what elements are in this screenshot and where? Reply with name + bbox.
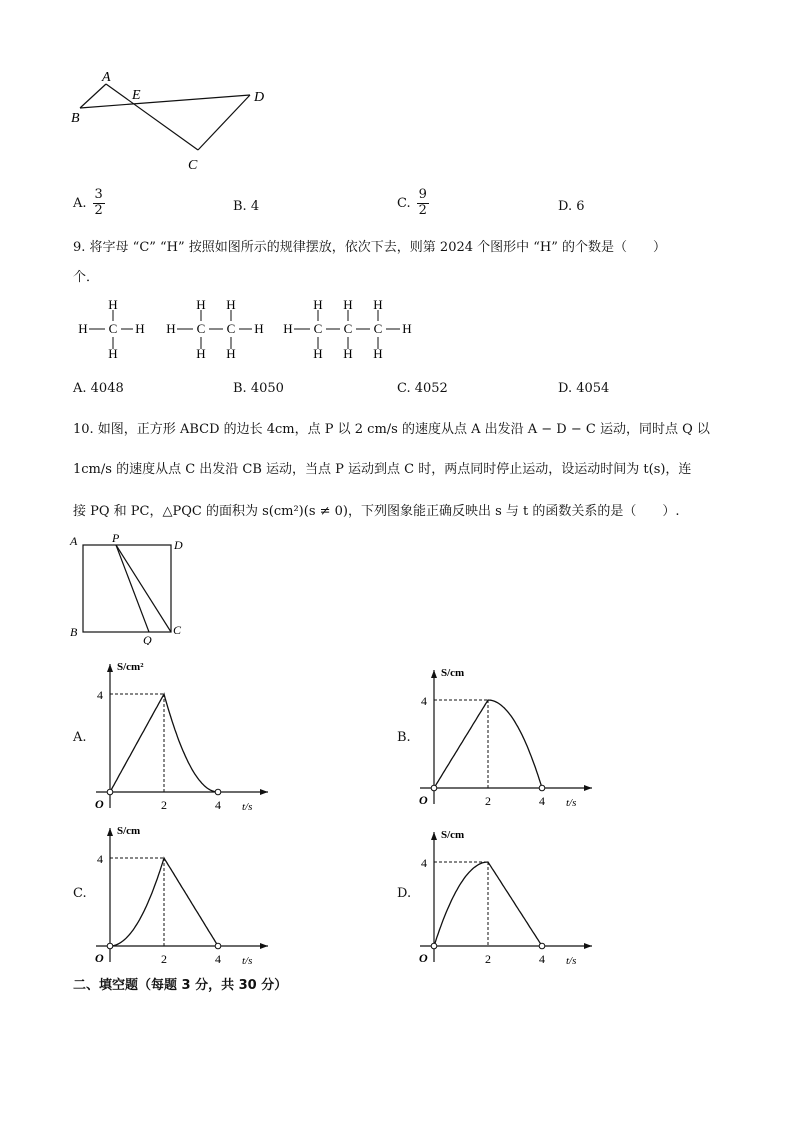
q8-option-c[interactable]: [397, 188, 429, 219]
y-axis-arrow: [431, 832, 437, 840]
graph-option-c-letter[interactable]: C.: [73, 886, 87, 901]
option-letter: D.: [558, 199, 573, 214]
atom-h: H: [78, 321, 88, 336]
graph-option-d[interactable]: [412, 822, 612, 968]
atom-h: H: [135, 321, 145, 336]
x-axis-label: t/s: [566, 797, 577, 809]
q9-option-c[interactable]: C. 4052: [397, 381, 448, 396]
q10-stem-line2: 1cm/s 的速度从点 C 出发沿 CB 运动，当点 P 运动到点 C 时，两点同时停止运动，设运动时间为 t(s)，连: [73, 462, 692, 477]
atom-h: H: [196, 297, 206, 312]
x-axis-label: t/s: [242, 801, 253, 813]
atom-h: H: [108, 297, 118, 312]
x-tick-label: 4: [539, 952, 545, 966]
x-tick-label: 4: [215, 798, 221, 812]
open-point-end: [539, 785, 545, 791]
q10-stem-line3: 接 PQ 和 PC，△PQC 的面积为 s(cm²)(s ≠ 0)，下列图象能正确反映出 s 与 t 的函数关系的是（ ）.: [73, 504, 680, 519]
open-point-end: [539, 943, 545, 949]
square-label-c: C: [173, 623, 182, 637]
atom-h: H: [373, 346, 383, 361]
y-axis-arrow: [431, 670, 437, 678]
segment-cd: [198, 95, 250, 150]
denominator: 2: [94, 202, 103, 218]
function-curve: [110, 694, 218, 792]
atom-h: H: [402, 321, 412, 336]
atom-c: C: [108, 321, 118, 336]
q8-option-b[interactable]: [233, 199, 259, 214]
y-tick-label: 4: [97, 688, 103, 702]
graph-option-a-letter[interactable]: A.: [73, 730, 87, 745]
open-point-origin: [107, 789, 113, 795]
numerator: 3: [94, 187, 103, 202]
atom-c: C: [373, 321, 383, 336]
label-e: E: [132, 88, 141, 103]
y-axis-label: S/cm²: [117, 661, 144, 673]
function-curve: [434, 700, 542, 788]
origin-label: O: [419, 793, 428, 807]
section-title: 二、填空题（每题 3 分，共 30 分）: [73, 978, 288, 993]
segment-bd: [80, 95, 250, 108]
x-tick-label: 4: [539, 794, 545, 808]
graph-option-c[interactable]: [88, 818, 288, 968]
atom-h: H: [283, 321, 293, 336]
y-axis-label: S/cm: [441, 829, 465, 841]
q8-option-a[interactable]: [73, 188, 105, 219]
label-d: D: [254, 90, 265, 105]
y-axis-label: S/cm: [117, 825, 141, 837]
atom-h: H: [373, 297, 383, 312]
option-letter: C.: [397, 195, 411, 211]
q8-option-d[interactable]: [558, 199, 585, 214]
label-b: B: [71, 111, 80, 126]
denominator: 2: [418, 202, 427, 218]
open-point-end: [215, 943, 221, 949]
option-value: 4: [250, 199, 260, 214]
y-tick-label: 4: [421, 856, 427, 870]
q9-option-b[interactable]: B. 4050: [233, 381, 284, 396]
x-axis-label: t/s: [566, 955, 577, 967]
q10-stem-line1: 10. 如图，正方形 ABCD 的边长 4cm，点 P 以 2 cm/s 的速度从点 A 出发沿 A − D − C 运动，同时点 Q 以: [73, 422, 710, 437]
atom-c: C: [343, 321, 353, 336]
atom-c: C: [226, 321, 236, 336]
origin-label: O: [95, 797, 104, 811]
atom-h: H: [254, 321, 264, 336]
fraction: [417, 188, 429, 219]
function-curve: [110, 858, 218, 946]
square-figure: [66, 530, 196, 645]
y-axis-arrow: [107, 828, 113, 836]
x-tick-label: 2: [161, 952, 167, 966]
graph-option-b[interactable]: [412, 660, 612, 810]
square-label-a: A: [70, 534, 78, 548]
open-point-origin: [431, 785, 437, 791]
square-abcd: [83, 545, 171, 632]
y-tick-label: 4: [421, 694, 427, 708]
q9-option-d[interactable]: D. 4054: [558, 381, 610, 396]
option-letter: A.: [73, 195, 87, 211]
atom-h: H: [226, 297, 236, 312]
option-letter: B.: [233, 199, 247, 214]
fraction: [93, 188, 105, 219]
square-label-b: B: [70, 625, 78, 639]
numerator: 9: [418, 187, 427, 202]
open-point-end: [215, 789, 221, 795]
segment-ac: [106, 84, 198, 150]
option-value: 6: [576, 199, 585, 214]
origin-label: O: [419, 951, 428, 965]
q9-stem-line1: 9. 将字母 “C” “H” 按照如图所示的规律摆放，依次下去，则第 2024 个图形中 “H” 的个数是（ ）: [73, 240, 667, 255]
y-axis-arrow: [107, 664, 113, 672]
x-axis-arrow: [584, 943, 592, 949]
label-c: C: [188, 158, 198, 173]
y-axis-label: S/cm: [441, 667, 465, 679]
x-tick-label: 4: [215, 952, 221, 966]
square-label-d: D: [174, 538, 183, 552]
graph-option-b-letter[interactable]: B.: [397, 730, 411, 745]
atom-h: H: [166, 321, 176, 336]
y-tick-label: 4: [97, 852, 103, 866]
open-point-origin: [431, 943, 437, 949]
x-axis-arrow: [260, 943, 268, 949]
triangle-figure: [60, 62, 290, 177]
q9-stem-line2: 个．: [73, 270, 100, 285]
square-label-q: Q: [143, 633, 152, 645]
atom-h: H: [108, 346, 118, 361]
ch-molecule-figures: [70, 292, 430, 372]
atom-h: H: [313, 297, 323, 312]
atom-h: H: [343, 346, 353, 361]
atom-c: C: [196, 321, 206, 336]
x-tick-label: 2: [161, 798, 167, 812]
square-label-p: P: [112, 531, 120, 545]
x-axis-arrow: [260, 789, 268, 795]
x-axis-label: t/s: [242, 955, 253, 967]
segment-ab: [80, 84, 106, 108]
atom-h: H: [226, 346, 236, 361]
q9-option-a[interactable]: A. 4048: [73, 381, 124, 396]
open-point-origin: [107, 943, 113, 949]
graph-option-d-letter[interactable]: D.: [397, 886, 412, 901]
origin-label: O: [95, 951, 104, 965]
atom-h: H: [313, 346, 323, 361]
graph-option-a[interactable]: [88, 654, 288, 814]
atom-c: C: [313, 321, 323, 336]
x-tick-label: 2: [485, 794, 491, 808]
x-tick-label: 2: [485, 952, 491, 966]
atom-h: H: [196, 346, 206, 361]
label-a: A: [102, 70, 111, 85]
atom-h: H: [343, 297, 353, 312]
x-axis-arrow: [584, 785, 592, 791]
